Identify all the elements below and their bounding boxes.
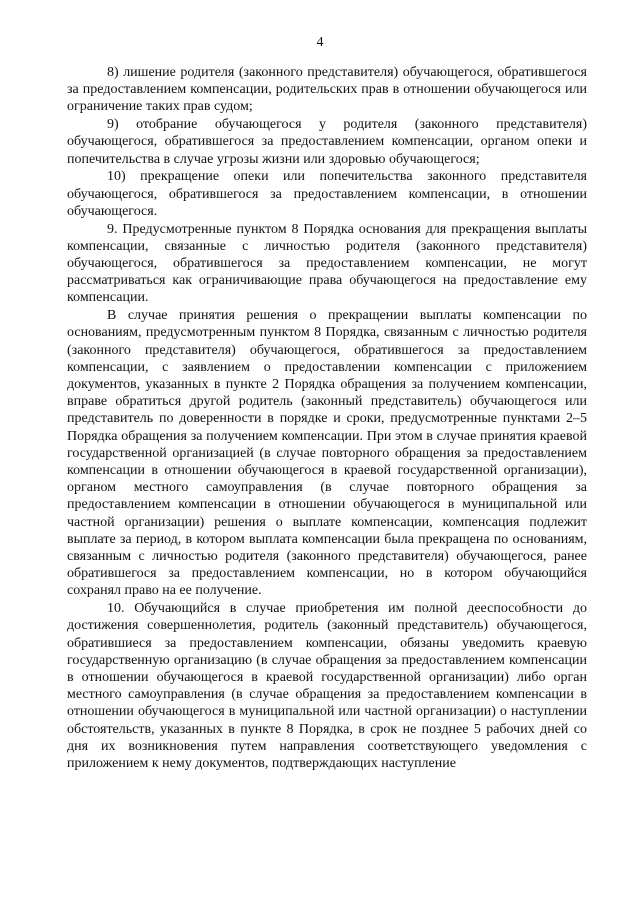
paragraph-clause-9: 9. Предусмотренные пунктом 8 Порядка основания для прекращения выплаты компенсации, связанные с личностью родителя (законного представителя) обучающегося, обратившегося за предоставлением компенсации, не могут рассматриваться как ограничивающие права обучающегося на предоставление ему компенсации.	[67, 221, 587, 306]
paragraph-clause-10: 10. Обучающийся в случае приобретения им полной дееспособности до достижения совершеннолетия, родитель (законный представитель) обучающегося, обратившиеся за предоставлением компенсации, обязаны уведомить краевую государственную организацию (в случае обращения за предоставлением компенсации в отношении обучающегося в краевой государственной организации) либо орган местного самоуправления (в случае обращения за предоставлением компенсации в отношении обучающегося в муниципальной или частной организации) о наступлении обстоятельств, указанных в пункте 8 Порядка, в срок не позднее 5 рабочих дней со дня их возникновения путем направления соответствующего уведомления с приложением к нему документов, подтверждающих наступление	[67, 601, 587, 772]
paragraph-clause-9-continuation: В случае принятия решения о прекращении выплаты компенсации по основаниям, предусмотренным пунктом 8 Порядка, связанным с личностью родителя (законного представителя) обучающегося, обратившегося за предоставлением компенсации, с заявлением о предоставлении компенсации с приложением документов, указанных в пункте 2 Порядка обращения за получением компенсации, вправе обратиться другой родитель (законный представитель) обучающегося или представитель по доверенности в порядке и сроки, предусмотренные пунктами 2–5 Порядка обращения за получением компенсации. При этом в случае принятия краевой государственной организацией (в случае повторного обращения за предоставлением компенсации в отношении обучающегося в краевой государственной организации), органом местного самоуправления (в случае повторного обращения за предоставлением компенсации в отношении обучающегося в муниципальной или частной организации) решения о выплате компенсации, компенсация подлежит выплате за период, в котором выплата компенсации была прекращена по основаниям, связанным с личностью родителя (законного представителя) обучающегося, ранее обратившегося за предоставлением компенсации, но в котором обучающийся сохранял право на ее получение.	[67, 308, 587, 599]
paragraph-item-10: 10) прекращение опеки или попечительства законного представителя обучающегося, обратившегося за предоставлением компенсации, в отношении обучающегося.	[67, 169, 587, 219]
page-number: 4	[316, 35, 324, 50]
paragraph-item-8: 8) лишение родителя (законного представителя) обучающегося, обратившегося за предоставлением компенсации, родительских прав в отношении обучающегося или ограничение таких прав судом;	[67, 65, 587, 115]
document-body	[67, 64, 587, 773]
paragraph-item-9: 9) отобрание обучающегося у родителя (законного представителя) обучающегося, обратившегося за предоставлением компенсации, органом опеки и попечительства в случае угрозы жизни или здоровью обучающегося;	[67, 117, 587, 167]
